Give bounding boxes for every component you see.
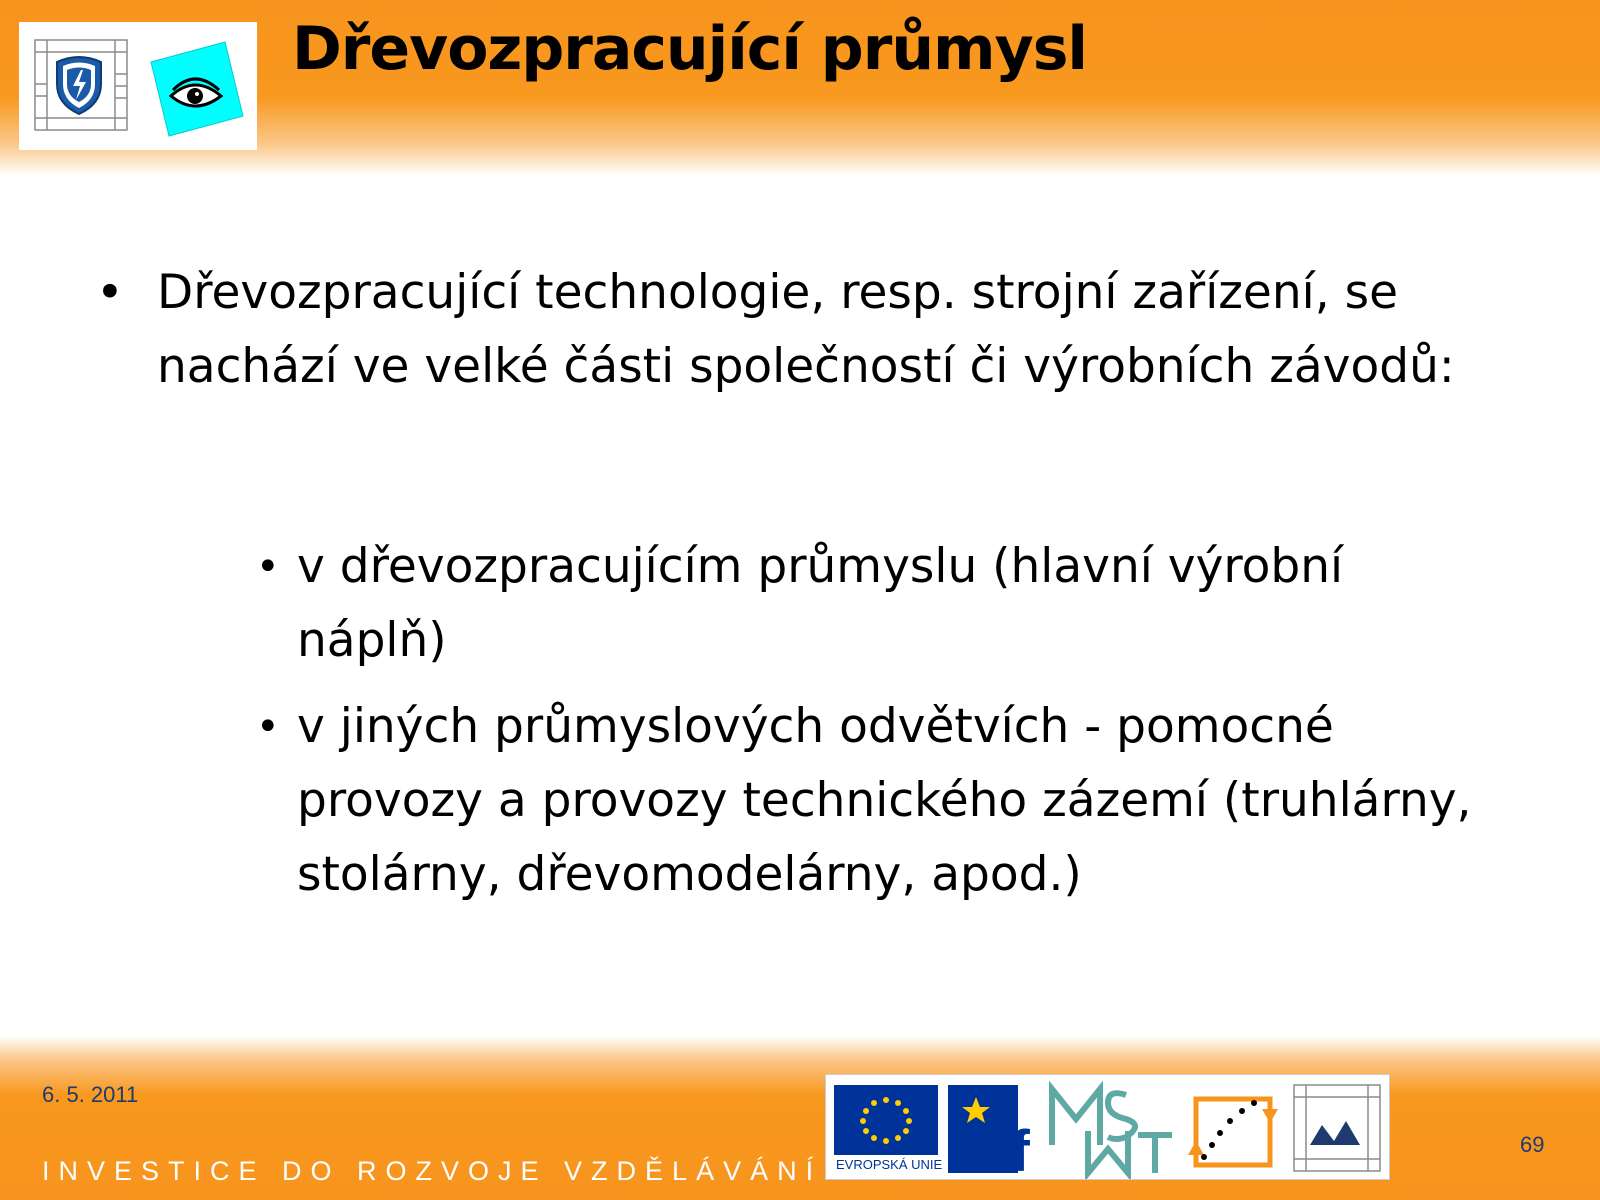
bullet-dot-icon: • [256,704,280,750]
footer-slogan: INVESTICE DO ROZVOJE VZDĚLÁVÁNÍ [42,1156,823,1186]
bullet-dot-icon: • [256,544,280,590]
footer-logos [825,1074,1390,1180]
eu-label: EVROPSKÁ UNIE [836,1157,943,1172]
sponsor-logos-icon [826,1075,1389,1179]
bullet-dot-icon: • [96,265,124,320]
slide-date: 6. 5. 2011 [42,1082,139,1107]
sub-bullet-2-text: v jiných průmyslových odvětvích - pomocné provozy a provozy technického zázemí (truhlárny, stolárny, dřevomodelárny, apod.) [297,699,1472,902]
esf-label: esf [946,1119,1030,1179]
header-logos [19,22,257,150]
eye-logo-icon [143,36,249,142]
slide-title: Dřevozpracující průmysl [292,14,1087,84]
bullet-main-text: Dřevozpracující technologie, resp. strojní zařízení, se nachází ve velké části společností či výrobních závodů: [157,265,1455,394]
page-number: 69 [1520,1132,1545,1157]
sub-bullet-1-text: v dřevozpracujícím průmyslu (hlavní výrobní náplň) [297,539,1344,668]
